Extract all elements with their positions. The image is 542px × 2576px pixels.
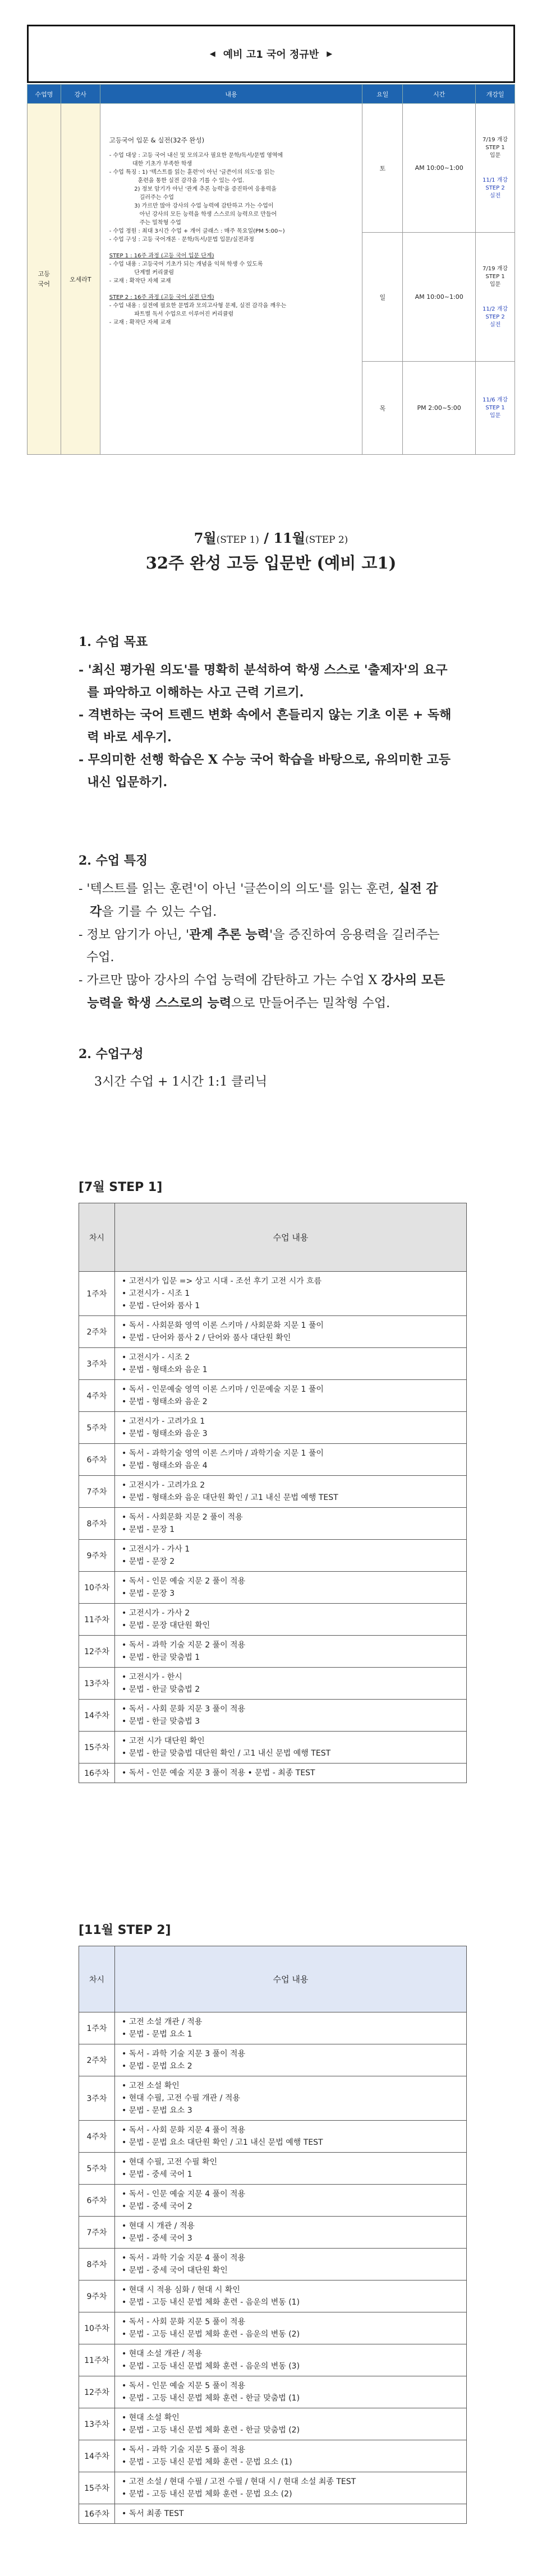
table-row (79, 1316, 467, 1348)
list-item: • 독서 - 사회문화 지문 2 풀이 적용 (122, 1513, 243, 1522)
list-item: • 문법 - 형태소와 음운 4 (122, 1461, 208, 1470)
list-item: • 고전시가 - 고려가요 2 (122, 1481, 205, 1490)
list-item: • 문법 - 문장 1 (122, 1525, 175, 1534)
header-teacher: 강사 (61, 85, 100, 104)
week-label: 8주차 (79, 2249, 115, 2280)
list-item: • 문법 - 중세 국어 대단원 확인 (122, 2266, 228, 2275)
week-content (115, 1540, 467, 1572)
content-line: 주는 밀착형 수업 (109, 220, 181, 226)
table-row (79, 1540, 467, 1572)
list-item: • 고전시가 입문 => 상고 시대 - 조선 후기 고전 시가 흐름 (122, 1277, 322, 1286)
week-content (115, 2249, 467, 2280)
goal-line: 내신 입문하기. (79, 775, 168, 790)
week-label: 10주차 (79, 1572, 115, 1604)
list-item: • 문법 - 고등 내신 문법 체화 훈련 - 한글 맞춤법 (1) (122, 2394, 300, 2403)
content-line: 대한 기초가 부족한 학생 (109, 161, 192, 167)
table-row (79, 2376, 467, 2408)
step2-line: 파트별 독서 수업으로 이루어진 커리큘럼 (109, 311, 234, 317)
list-item: • 문법 - 형태소와 음운 대단원 확인 / 고1 내신 문법 예행 TEST (122, 1493, 338, 1502)
list-item: • 문법 - 문법 요소 대단원 확인 / 고1 내신 문법 예행 TEST (122, 2138, 323, 2147)
week-label: 2주차 (79, 1316, 115, 1348)
list-item: • 고전시가 - 시조 1 (122, 1289, 190, 1298)
table-row (79, 2044, 467, 2076)
list-item: • 고전 소설 확인 (122, 2081, 180, 2090)
subtitle-month-2: / 11월 (259, 530, 305, 546)
week-content (115, 2217, 467, 2249)
list-item: • 고전 소설 / 현대 수필 / 고전 수필 / 현대 시 / 현대 소설 최종 TEST (122, 2477, 356, 2486)
list-item: • 독서 - 과학 기술 지문 4 풀이 적용 (122, 2254, 246, 2263)
week-content (115, 1572, 467, 1604)
list-item: • 문법 - 문장 대단원 확인 (122, 1621, 210, 1630)
table-row (79, 1348, 467, 1380)
table-row (79, 1412, 467, 1444)
content-line: 3) 가르만 많아 강사의 수업 능력에 감탄하고 가는 수업이 (109, 203, 274, 209)
step1-line: - 교재 : 확작단 자체 교재 (109, 278, 171, 284)
week-label: 5주차 (79, 2153, 115, 2185)
list-item: • 고전시가 - 고려가요 1 (122, 1417, 205, 1426)
step2-line: - 수업 내용 : 실전에 필요한 문법과 모의고사형 문제, 실전 감각을 깨우는 (109, 303, 287, 309)
list-item: • 고전시가 - 가사 1 (122, 1545, 190, 1554)
section-title: 2. 수업 특징 (79, 853, 148, 868)
list-item: • 문법 - 고등 내신 문법 체화 훈련 - 음운의 변동 (3) (122, 2362, 300, 2371)
start-date-line: 실전 (489, 321, 501, 328)
list-item: • 독서 - 과학 기술 지문 5 풀이 적용 (122, 2445, 246, 2454)
start-date-line: 7/19 개강 (483, 136, 508, 143)
table-row (79, 2408, 467, 2440)
week-content (115, 2121, 467, 2153)
list-item: • 독서 - 사회 문화 지문 4 풀이 적용 (122, 2126, 246, 2135)
week-label: 14주차 (79, 1700, 115, 1732)
start-date-line: 11/1 개강 (483, 177, 508, 183)
goal-line: 를 파악하고 이해하는 사고 근력 기르기. (79, 685, 304, 700)
week-content (115, 1508, 467, 1540)
time-cell: AM 10:00~1:00 (403, 104, 476, 233)
list-item: • 문법 - 고등 내신 문법 체화 훈련 - 문법 요소 (2) (122, 2490, 292, 2499)
week-content (115, 2044, 467, 2076)
subtitle-step-2: (STEP 2) (305, 534, 348, 546)
week-content (115, 2472, 467, 2504)
header-content: 수업 내용 (115, 1203, 467, 1272)
section-title: 1. 수업 목표 (79, 635, 148, 649)
list-item: • 문법 - 문법 요소 1 (122, 2030, 192, 2039)
time-cell: AM 10:00~1:00 (403, 233, 476, 362)
list-item: • 문법 - 문법 요소 3 (122, 2106, 192, 2115)
content-line: - 수업 대상 : 고등 국어 내신 및 모의고사 필요한 문학/독서/문법 영역에 (109, 153, 283, 159)
step2-table (79, 1946, 467, 2524)
list-item: • 독서 - 인문 예술 지문 3 풀이 적용 • 문법 - 최종 TEST (122, 1769, 315, 1778)
start-date-line: 실전 (489, 192, 501, 199)
list-item: • 문법 - 단어와 품사 2 / 단어와 품사 대단원 확인 (122, 1333, 291, 1342)
list-item: • 고전시가 - 한시 (122, 1673, 182, 1682)
start-date-cell (476, 233, 515, 362)
table-row (79, 1604, 467, 1636)
header-start: 개강일 (476, 85, 515, 104)
feature-emphasis: 강사의 모든 (381, 973, 445, 987)
list-item: • 고전 소설 개관 / 적용 (122, 2018, 203, 2026)
table-row (79, 2344, 467, 2376)
list-item: • 문법 - 고등 내신 문법 체화 훈련 - 문법 요소 (1) (122, 2458, 292, 2467)
week-content (115, 2504, 467, 2524)
feature-text: - '텍스트를 읽는 훈련'이 아닌 '글쓴이의 의도'를 읽는 훈련, (79, 882, 398, 896)
content-title: 고등국어 입문 & 실전(32주 완성) (109, 136, 205, 144)
list-item: • 현대 시 개관 / 적용 (122, 2222, 195, 2231)
feature-text: 을 기를 수 있는 수업. (102, 905, 217, 919)
week-content (115, 1380, 467, 1412)
week-label: 13주차 (79, 1668, 115, 1700)
feature-item-1 (79, 878, 527, 924)
schedule-row-sat (27, 104, 515, 233)
table-row (79, 1508, 467, 1540)
list-item: • 독서 - 사회 문화 지문 3 풀이 적용 (122, 1705, 246, 1714)
week-content (115, 1732, 467, 1764)
start-date-line: STEP 1 (485, 144, 505, 151)
feature-emphasis: 각 (90, 904, 102, 919)
list-item: • 현대 수필, 고전 수필 확인 (122, 2158, 218, 2167)
feature-text: - 정보 암기가 아닌, ' (79, 928, 190, 942)
category-label: 고등 국어 (38, 270, 50, 288)
step2-title: STEP 2 : 16주 과정 (고등 국어 실전 단계) (109, 294, 214, 301)
start-date-cell (476, 362, 515, 455)
content-cell (100, 104, 362, 455)
step1-line: - 수업 내용 : 고등국어 기초가 되는 개념을 익혀 학생 수 있도록 (109, 261, 263, 267)
step2-caption: [11월 STEP 2] (79, 1923, 171, 1937)
list-item: • 문법 - 형태소와 음운 2 (122, 1397, 208, 1406)
step1-line: 단계별 커리큘럼 (109, 270, 174, 276)
step1-caption: [7월 STEP 1] (79, 1180, 163, 1194)
list-item: • 문법 - 형태소와 음운 1 (122, 1365, 208, 1374)
list-item: • 문법 - 단어와 품사 1 (122, 1301, 200, 1310)
list-item: • 독서 - 사회 문화 지문 5 풀이 적용 (122, 2318, 246, 2326)
week-label: 12주차 (79, 2376, 115, 2408)
goal-line: - '최신 평가원 의도'를 명확히 분석하여 학생 스스로 '출제자'의 요구 (79, 663, 448, 677)
feature-text: 수업. (79, 950, 114, 964)
step1-body (79, 1272, 467, 1783)
table-row (79, 2121, 467, 2153)
week-label: 16주차 (79, 1764, 115, 1783)
page-subtitle (0, 527, 542, 547)
week-content (115, 2440, 467, 2472)
step1-header-row (79, 1203, 467, 1272)
start-date-line: 입문 (489, 152, 501, 159)
feature-emphasis: 능력을 학생 스스로의 능력 (79, 996, 232, 1010)
teacher-cell (61, 104, 100, 455)
step1-table (79, 1203, 467, 1783)
start-date-line: STEP 1 (485, 273, 505, 280)
list-item: • 문법 - 한글 맞춤법 대단원 확인 / 고1 내신 문법 예행 TEST (122, 1749, 331, 1758)
table-row (79, 1636, 467, 1668)
table-row (79, 2153, 467, 2185)
week-label: 11주차 (79, 1604, 115, 1636)
list-item: • 독서 최종 TEST (122, 2509, 184, 2518)
table-row (79, 1668, 467, 1700)
table-row (79, 2217, 467, 2249)
day-cell: 목 (362, 362, 403, 455)
week-content (115, 2012, 467, 2044)
header-class: 수업명 (27, 85, 61, 104)
week-label: 4주차 (79, 2121, 115, 2153)
goal-line: 력 바로 세우기. (79, 730, 172, 745)
step2-line: - 교재 : 확작단 자체 교재 (109, 320, 171, 326)
teacher-name: 오세라T (69, 275, 91, 283)
start-date-cell (476, 104, 515, 233)
list-item: • 문법 - 중세 국어 1 (122, 2170, 192, 2179)
week-label: 8주차 (79, 1508, 115, 1540)
header-content: 내용 (100, 85, 362, 104)
week-content (115, 1636, 467, 1668)
feature-item-3 (79, 969, 527, 1015)
week-label: 9주차 (79, 1540, 115, 1572)
week-label: 1주차 (79, 1272, 115, 1316)
week-label: 15주차 (79, 2472, 115, 2504)
list-item: • 문법 - 한글 맞춤법 3 (122, 1717, 200, 1726)
week-content (115, 2280, 467, 2312)
content-line: 훈련을 통한 실전 감각을 기를 수 있는 수업. (109, 178, 245, 184)
table-row (79, 1700, 467, 1732)
start-date-line: STEP 2 (485, 313, 505, 320)
week-content (115, 2153, 467, 2185)
content-line: - 수업 정원 : 최대 3시간 수업 + 개어 클래스 : 매주 목요일(PM 5:00~) (109, 228, 285, 234)
table-row (79, 2249, 467, 2280)
list-item: • 문법 - 한글 맞춤법 1 (122, 1653, 200, 1662)
week-content (115, 1316, 467, 1348)
week-label: 6주차 (79, 2185, 115, 2217)
list-item: • 독서 - 사회문화 영역 이론 스키마 / 사회문화 지문 1 풀이 (122, 1321, 324, 1330)
week-label: 13주차 (79, 2408, 115, 2440)
subtitle-month-1: 7월 (194, 530, 217, 546)
list-item: • 독서 - 과학 기술 지문 2 풀이 적용 (122, 1641, 246, 1650)
list-item: • 현대 소설 개관 / 적용 (122, 2349, 203, 2358)
week-label: 10주차 (79, 2312, 115, 2344)
week-label: 1주차 (79, 2012, 115, 2044)
list-item: • 독서 - 과학 기술 지문 3 풀이 적용 (122, 2049, 246, 2058)
table-row (79, 2472, 467, 2504)
section-features (79, 850, 527, 1015)
list-item: • 고전시가 - 시조 2 (122, 1353, 190, 1362)
table-row (79, 2280, 467, 2312)
table-row (79, 1380, 467, 1412)
list-item: • 문법 - 문법 요소 2 (122, 2062, 192, 2071)
content-line: 아닌 강사의 모든 능력을 학생 스스로의 능력으로 만들어 (109, 211, 277, 218)
start-date-line: 11/6 개강 (483, 396, 508, 403)
list-item: • 독서 - 과학기술 영역 이론 스키마 / 과학기술 지문 1 풀이 (122, 1449, 324, 1458)
table-row (79, 2440, 467, 2472)
table-row (79, 1764, 467, 1783)
header-day: 요일 (362, 85, 403, 104)
week-content (115, 2076, 467, 2121)
left-triangle-icon: ◀ (209, 49, 215, 58)
week-content (115, 2185, 467, 2217)
week-content (115, 1348, 467, 1380)
week-content (115, 1476, 467, 1508)
week-content (115, 1412, 467, 1444)
start-date-line: STEP 2 (485, 184, 505, 191)
list-item: • 문법 - 문장 2 (122, 1557, 175, 1566)
day-cell: 일 (362, 233, 403, 362)
week-content (115, 1700, 467, 1732)
week-content (115, 1764, 467, 1783)
week-label: 9주차 (79, 2280, 115, 2312)
time-cell: PM 2:00~5:00 (403, 362, 476, 455)
week-label: 16주차 (79, 2504, 115, 2524)
content-line: 2) 정보 암기가 아닌 '관계 추론 능력'을 증진하여 응용력을 (109, 186, 277, 192)
table-row (79, 1476, 467, 1508)
table-row (79, 1444, 467, 1476)
table-row (79, 2504, 467, 2524)
list-item: • 고전 시가 대단원 확인 (122, 1737, 205, 1746)
feature-emphasis: 실전 감 (398, 881, 438, 896)
list-item: • 문법 - 형태소와 음운 3 (122, 1429, 208, 1438)
start-date-line: 입문 (489, 412, 501, 419)
subtitle-step-1: (STEP 1) (216, 534, 259, 546)
week-label: 5주차 (79, 1412, 115, 1444)
week-content (115, 2344, 467, 2376)
table-row (79, 2076, 467, 2121)
structure-line: 3시간 수업 + 1시간 1:1 클리닉 (94, 1075, 268, 1089)
list-item: • 문법 - 문장 3 (122, 1589, 175, 1598)
content-line: - 수업 구성 : 고등 국어개론 · 문학/독서/문법 입문/실전과정 (109, 237, 254, 243)
list-item: • 문법 - 고등 내신 문법 체화 훈련 - 음운의 변동 (1) (122, 2298, 300, 2307)
feature-emphasis: 관계 추론 능력 (189, 927, 270, 942)
list-item: • 현대 소설 확인 (122, 2413, 180, 2422)
schedule-table (27, 84, 515, 455)
header-week: 차시 (79, 1946, 115, 2012)
week-label: 3주차 (79, 2076, 115, 2121)
table-row (79, 2012, 467, 2044)
week-label: 6주차 (79, 1444, 115, 1476)
week-label: 14주차 (79, 2440, 115, 2472)
right-triangle-icon: ▶ (327, 49, 333, 58)
week-label: 3주차 (79, 1348, 115, 1380)
table-row (79, 2312, 467, 2344)
day-cell: 토 (362, 104, 403, 233)
start-date-line: 11/2 개강 (483, 306, 508, 312)
list-item: • 현대 시 적용 심화 / 현대 시 확인 (122, 2286, 240, 2295)
list-item: • 문법 - 고등 내신 문법 체화 훈련 - 한글 맞춤법 (2) (122, 2426, 300, 2435)
page-title: 32주 완성 고등 입문반 (예비 고1) (145, 553, 397, 573)
header-content: 수업 내용 (115, 1946, 467, 2012)
week-label: 11주차 (79, 2344, 115, 2376)
list-item: • 현대 수필, 고전 수필 개관 / 적용 (122, 2094, 240, 2103)
table-row (79, 2185, 467, 2217)
feature-text: 으로 만들어주는 밀착형 수업. (231, 996, 391, 1010)
list-item: • 문법 - 한글 맞춤법 2 (122, 1685, 200, 1694)
step1-title: STEP 1 : 16주 과정 (고등 국어 입문 단계) (109, 253, 214, 259)
goal-line: - 무의미한 선행 학습은 X 수능 국어 학습을 바탕으로, 유의미한 고등 (79, 753, 451, 767)
list-item: • 고전시가 - 가사 2 (122, 1609, 190, 1618)
step2-header-row (79, 1946, 467, 2012)
feature-item-2 (79, 924, 527, 969)
week-content (115, 1668, 467, 1700)
start-date-line: STEP 1 (485, 404, 505, 411)
list-item: • 독서 - 인문예술 영역 이론 스키마 / 인문예술 지문 1 풀이 (122, 1385, 324, 1394)
week-label: 7주차 (79, 2217, 115, 2249)
start-date-line: 7/19 개강 (483, 265, 508, 272)
header-week: 차시 (79, 1203, 115, 1272)
list-item: • 독서 - 인문 예술 지문 5 풀이 적용 (122, 2381, 246, 2390)
header-time: 시간 (403, 85, 476, 104)
class-category (27, 104, 61, 455)
week-label: 12주차 (79, 1636, 115, 1668)
table-row (79, 1572, 467, 1604)
table-row (79, 1732, 467, 1764)
step2-body (79, 2012, 467, 2524)
banner-title: 예비 고1 국어 정규반 (223, 49, 319, 61)
content-line: 길러주는 수업 (109, 195, 174, 201)
week-content (115, 2408, 467, 2440)
list-item: • 문법 - 고등 내신 문법 체화 훈련 - 음운의 변동 (2) (122, 2330, 300, 2339)
section-goals (79, 631, 527, 793)
content-line: - 수업 특징 : 1) '텍스트를 읽는 훈련'이 아닌 '글쓴이의 의도'를 읽는 (109, 169, 275, 176)
week-content (115, 2376, 467, 2408)
list-item: • 독서 - 인문 예술 지문 4 풀이 적용 (122, 2190, 246, 2199)
feature-text: - 가르만 많아 강사의 수업 능력에 감탄하고 가는 수업 X (79, 973, 382, 987)
list-item: • 문법 - 중세 국어 3 (122, 2234, 192, 2243)
feature-text: '을 증진하여 응용력을 길러주는 (269, 928, 440, 942)
goal-line: - 격변하는 국어 트렌드 변화 속에서 흔들리지 않는 기초 이론 + 독해 (79, 708, 452, 722)
list-item: • 문법 - 중세 국어 2 (122, 2202, 192, 2211)
section-structure (79, 1043, 527, 1093)
start-date-line: 입문 (489, 281, 501, 288)
list-item: • 독서 - 인문 예술 지문 2 풀이 적용 (122, 1577, 246, 1586)
week-content (115, 2312, 467, 2344)
week-content (115, 1604, 467, 1636)
week-content (115, 1272, 467, 1316)
section-title: 2. 수업구성 (79, 1047, 144, 1061)
class-banner (27, 25, 515, 83)
schedule-header-row (27, 85, 515, 104)
week-label: 2주차 (79, 2044, 115, 2076)
table-row (79, 1272, 467, 1316)
week-label: 15주차 (79, 1732, 115, 1764)
week-label: 7주차 (79, 1476, 115, 1508)
week-label: 4주차 (79, 1380, 115, 1412)
week-content (115, 1444, 467, 1476)
